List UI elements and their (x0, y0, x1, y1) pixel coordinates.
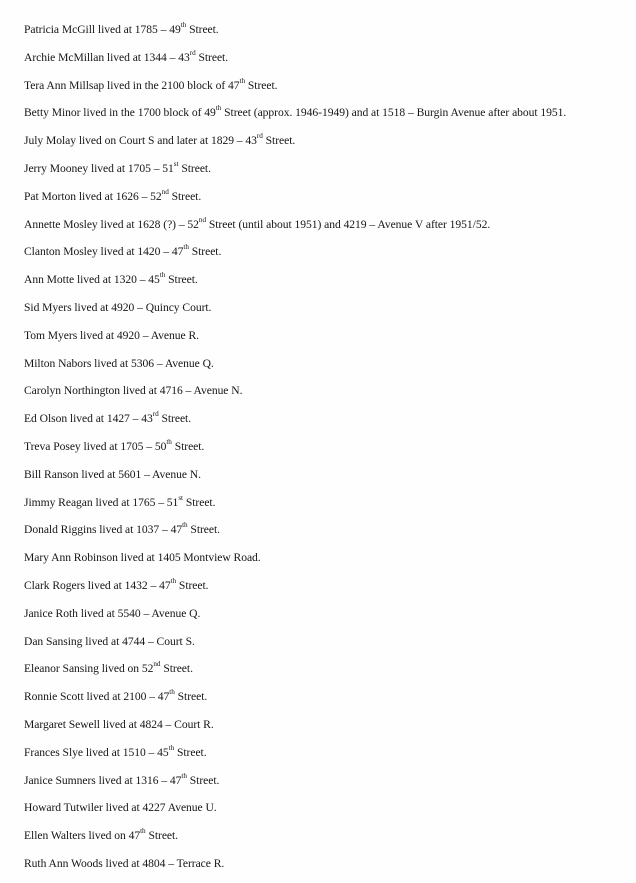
entry-text: Street. (195, 50, 229, 64)
ordinal-suffix: rd (189, 48, 196, 57)
residence-list (24, 16, 630, 878)
list-item (24, 489, 630, 517)
entry-text: Street. (174, 690, 208, 704)
ordinal-suffix: st (178, 493, 184, 502)
list-item (24, 794, 630, 822)
entry-text: Ed Olson lived at 1427 – 43 (24, 412, 153, 426)
entry-text: Street (until about 1951) and 4219 – Avenue V after 1951/52. (206, 217, 491, 231)
ordinal-suffix: th (182, 521, 188, 530)
list-item (24, 266, 630, 294)
list-item (24, 238, 630, 266)
list-item (24, 544, 630, 572)
entry-text: Street. (160, 662, 193, 676)
entry-text: Jerry Mooney lived at 1705 – 51 (24, 161, 174, 175)
list-item (24, 377, 630, 405)
entry-text: July Molay lived on Court S and later at 1829 – 43 (24, 134, 257, 148)
list-item (24, 211, 630, 239)
entry-text: Ann Motte lived at 1320 – 45 (24, 273, 160, 287)
ordinal-suffix: th (180, 21, 187, 30)
ordinal-suffix: nd (161, 187, 169, 196)
list-item (24, 44, 630, 72)
list-item (24, 127, 630, 155)
ordinal-suffix: th (169, 688, 175, 697)
entry-text: Street. (178, 161, 211, 175)
ordinal-suffix: th (239, 76, 246, 85)
entry-text: Frances Slye lived at 1510 – 45 (24, 745, 169, 759)
entry-text: Street. (174, 745, 207, 759)
list-item (24, 72, 630, 100)
entry-text: Street. (168, 189, 202, 203)
entry-text: Clanton Mosley lived at 1420 – 47 (24, 245, 184, 259)
list-item (24, 628, 630, 656)
entry-text: Ronnie Scott lived at 2100 – 47 (24, 690, 170, 704)
list-item (24, 350, 630, 378)
entry-text: Street. (186, 773, 220, 787)
ordinal-suffix: nd (153, 660, 161, 669)
list-item (24, 294, 630, 322)
list-item (24, 461, 630, 489)
ordinal-suffix: th (159, 271, 166, 280)
list-item (24, 183, 630, 211)
entry-text: Bill Ranson lived at 5601 – Avenue N. (24, 467, 201, 481)
list-item (24, 600, 630, 628)
entry-text: Street. (186, 23, 219, 36)
list-item (24, 322, 630, 350)
list-item (24, 850, 630, 878)
list-item (24, 433, 630, 461)
ordinal-suffix: rd (256, 132, 263, 141)
entry-text: Street. (145, 829, 179, 843)
entry-text: Sid Myers lived at 4920 – Quincy Court. (24, 300, 212, 314)
list-item (24, 711, 630, 739)
entry-text: Tom Myers lived at 4920 – Avenue R. (24, 328, 199, 342)
entry-text: Street (approx. 1946-1949) and at 1518 – Burgin Avenue after about 1951. (221, 106, 567, 120)
entry-text: Milton Nabors lived at 5306 – Avenue Q. (24, 356, 214, 370)
entry-text: Clark Rogers lived at 1432 – 47 (24, 578, 171, 592)
ordinal-suffix: th (183, 243, 189, 252)
entry-text: Annette Mosley lived at 1628 (?) – 52 (24, 217, 199, 231)
entry-text: Street. (187, 523, 221, 537)
ordinal-suffix: th (170, 577, 177, 585)
entry-text: Patricia McGill lived at 1785 – 49 (24, 23, 181, 36)
entry-text: Jimmy Reagan lived at 1765 – 51 (24, 495, 179, 509)
entry-text: Street. (158, 412, 192, 426)
list-item (24, 655, 630, 683)
entry-text: Tera Ann Millsap lived in the 2100 block of 47 (24, 78, 240, 92)
ordinal-suffix: rd (152, 410, 159, 419)
list-item (24, 767, 630, 795)
ordinal-suffix: th (140, 827, 146, 836)
entry-text: Pat Morton lived at 1626 – 52 (24, 189, 162, 203)
list-item (24, 822, 630, 850)
entry-text: Street. (171, 439, 205, 453)
entry-text: Archie McMillan lived at 1344 – 43 (24, 50, 190, 64)
ordinal-suffix: st (173, 160, 179, 169)
list-item (24, 16, 630, 44)
list-item (24, 155, 630, 183)
entry-text: Margaret Sewell lived at 4824 – Court R. (24, 717, 214, 731)
entry-text: Street. (188, 245, 222, 259)
entry-text: Janice Sumners lived at 1316 – 47 (24, 773, 182, 787)
list-item (24, 405, 630, 433)
entry-text: Street. (183, 495, 216, 509)
ordinal-suffix: th (181, 771, 187, 780)
list-item (24, 516, 630, 544)
entry-text: Street. (262, 134, 296, 148)
list-item (24, 572, 630, 600)
entry-text: Street. (165, 273, 198, 287)
ordinal-suffix: th (168, 743, 175, 752)
entry-text: Ellen Walters lived on 47 (24, 829, 141, 843)
list-item (24, 739, 630, 767)
ordinal-suffix: th (215, 104, 222, 113)
ordinal-suffix: th (166, 438, 172, 447)
entry-text: Mary Ann Robinson lived at 1405 Montview Road. (24, 551, 261, 565)
entry-text: Street. (245, 78, 278, 92)
entry-text: Janice Roth lived at 5540 – Avenue Q. (24, 606, 201, 620)
entry-text: Howard Tutwiler lived at 4227 Avenue U. (24, 801, 217, 815)
list-item (24, 99, 630, 127)
entry-text: Eleanor Sansing lived on 52 (24, 662, 154, 676)
ordinal-suffix: nd (198, 215, 207, 224)
entry-text: Donald Riggins lived at 1037 – 47 (24, 523, 183, 537)
entry-text: Dan Sansing lived at 4744 – Court S. (24, 634, 195, 648)
entry-text: Carolyn Northington lived at 4716 – Avenue N. (24, 384, 243, 398)
entry-text: Street. (176, 578, 209, 592)
entry-text: Betty Minor lived in the 1700 block of 49 (24, 106, 216, 120)
entry-text: Ruth Ann Woods lived at 4804 – Terrace R. (24, 856, 225, 870)
entry-text: Treva Posey lived at 1705 – 50 (24, 439, 167, 453)
list-item (24, 683, 630, 711)
